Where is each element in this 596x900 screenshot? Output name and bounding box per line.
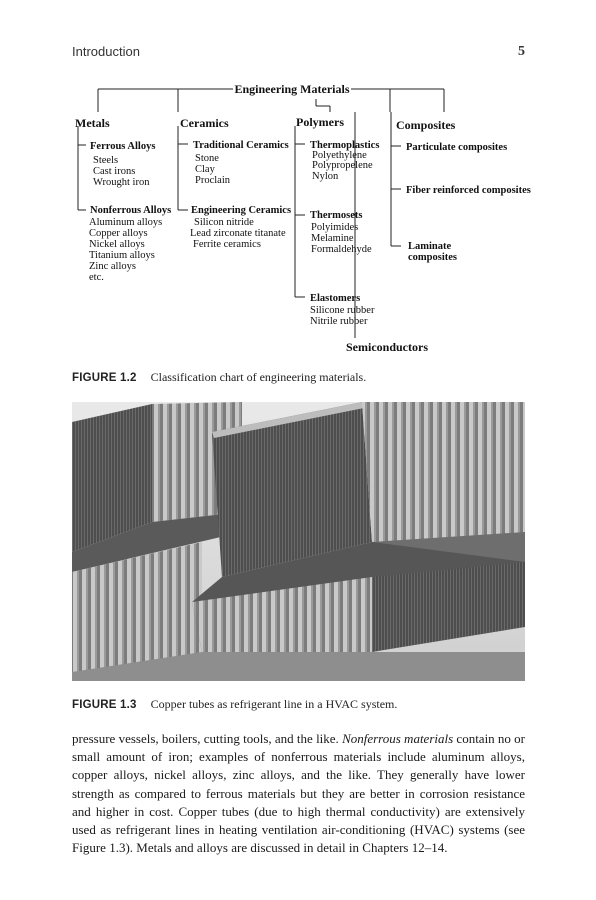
category-ceramics: Ceramics — [180, 116, 229, 130]
metals-nonferrous-item: Zinc alloys — [89, 261, 136, 272]
metals-nonferrous-item: Copper alloys — [89, 228, 148, 239]
ceramics-traditional-item: Stone — [195, 153, 219, 164]
metals-ferrous-item: Wrought iron — [93, 177, 150, 188]
thermosets-title: Thermosets — [310, 210, 363, 221]
polymers-elastomer-item: Silicone rubber — [310, 305, 375, 316]
figure-1-2-caption — [72, 370, 366, 385]
chart-root: Engineering Materials — [234, 82, 350, 96]
figure-1-2-caption-text: Classification chart of engineering materials. — [150, 370, 367, 384]
ferrous-alloys-title: Ferrous Alloys — [90, 141, 156, 152]
running-header-title: Introduction — [72, 44, 140, 59]
hvac-copper-tubes-photo — [72, 402, 525, 681]
figure-1-3-caption — [72, 697, 397, 712]
body-text-segment: contain no or small amount of iron; examples of nonferrous materials include aluminum alloys, copper alloys, nickel alloys, zinc alloys, and the like. They generally have lower strength as compared to ferrous materials but they are better in corrosion resistance and higher in cost. Copper tubes (due to high thermal conductivity) are extensively used as refrigerant lines in heating ventilation air-conditioning (HVAC) systems (see Figure 1.3). Metals and alloys are discussed in detail in Chapters 12–14. — [72, 731, 526, 856]
metals-nonferrous-item: Aluminum alloys — [89, 217, 163, 228]
elastomers-title: Elastomers — [310, 293, 361, 304]
composites-item: Particulate composites — [406, 142, 508, 153]
metals-ferrous-item: Cast irons — [93, 166, 136, 177]
polymers-thermoplastic-item: Polyethylene — [312, 150, 367, 161]
body-paragraph — [72, 730, 525, 857]
category-semiconductors: Semiconductors — [346, 340, 428, 354]
body-text-italic: Nonferrous materials — [342, 731, 454, 746]
classification-chart — [68, 76, 538, 361]
engineering-ceramics-title: Engineering Ceramics — [191, 205, 292, 216]
composites-item: Fiber reinforced composites — [406, 185, 531, 196]
category-metals: Metals — [75, 116, 110, 130]
polymers-thermoplastic-item: Polypropelene — [312, 160, 373, 171]
ceramics-engineering-item: Ferrite ceramics — [193, 239, 261, 250]
polymers-thermoset-item: Melamine — [311, 233, 354, 244]
polymers-thermoplastic-item: Nylon — [312, 171, 339, 182]
figure-1-2-label: FIGURE 1.2 — [72, 372, 137, 384]
figure-1-3-caption-text: Copper tubes as refrigerant line in a HVAC system. — [150, 697, 398, 711]
polymers-elastomer-item: Nitrile rubber — [310, 316, 368, 327]
ceramics-engineering-item: Silicon nitride — [194, 217, 254, 228]
ceramics-engineering-item: Lead zirconate titanate — [190, 228, 286, 239]
metals-nonferrous-item: Titanium alloys — [89, 250, 155, 261]
metals-nonferrous-item: etc. — [89, 272, 104, 283]
polymers-thermoset-item: Polyimides — [311, 222, 359, 233]
category-polymers: Polymers — [296, 115, 344, 129]
thermoplastics-title: Thermoplastics — [310, 140, 380, 151]
metals-nonferrous-item: Nickel alloys — [89, 239, 145, 250]
ceramics-traditional-item: Proclain — [195, 175, 230, 186]
metals-ferrous-item: Steels — [93, 155, 119, 166]
ceramics-traditional-item: Clay — [195, 164, 215, 175]
page-number: 5 — [518, 44, 525, 59]
traditional-ceramics-title: Traditional Ceramics — [193, 140, 289, 151]
figure-1-3-label: FIGURE 1.3 — [72, 699, 137, 711]
category-composites: Composites — [396, 118, 456, 132]
laminate-composites-line1: Laminate — [408, 241, 452, 252]
body-text-segment: pressure vessels, boilers, cutting tools, and the like. — [72, 731, 343, 746]
polymers-thermoset-item: Formaldehyde — [311, 244, 372, 255]
nonferrous-alloys-title: Nonferrous Alloys — [90, 205, 172, 216]
laminate-composites-line2: composites — [408, 252, 457, 263]
